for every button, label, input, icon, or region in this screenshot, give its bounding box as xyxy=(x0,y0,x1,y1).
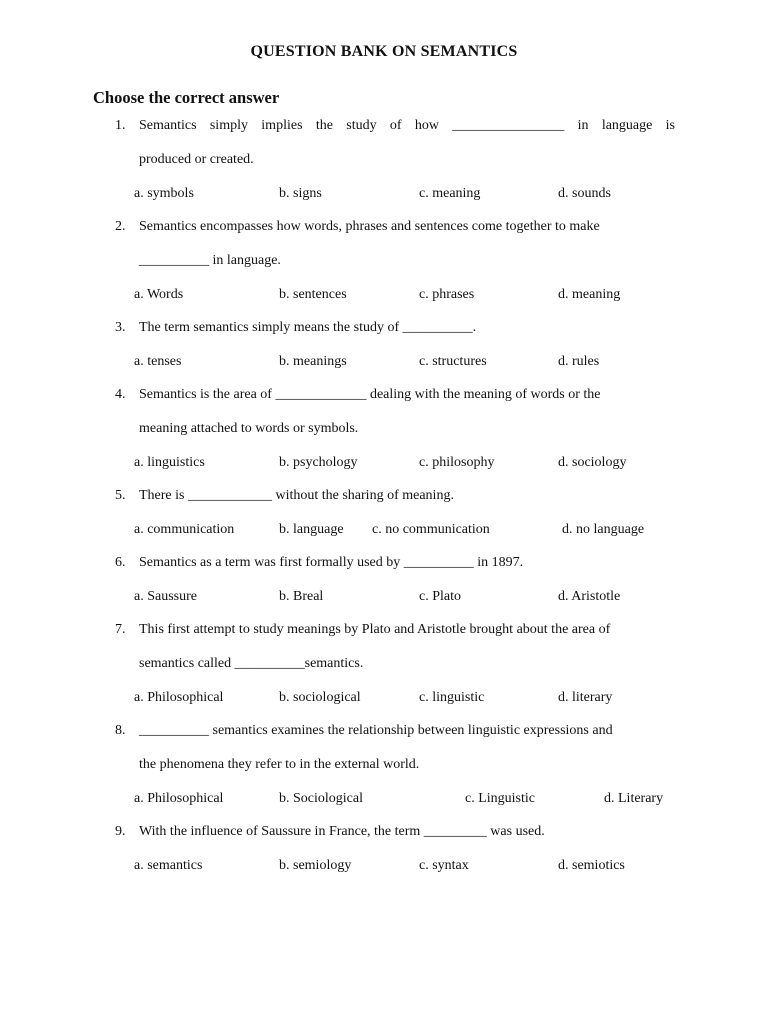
question-number: 9. xyxy=(115,824,126,839)
page-title: QUESTION BANK ON SEMANTICS xyxy=(250,43,518,60)
answer-option: c. syntax xyxy=(419,858,469,873)
answer-option: a. tenses xyxy=(134,354,182,369)
question-item xyxy=(0,622,768,705)
question-number: 2. xyxy=(115,219,126,234)
answer-option: b. signs xyxy=(279,186,322,201)
answer-option: b. Breal xyxy=(279,589,324,604)
answer-option: d. meaning xyxy=(558,287,621,302)
answer-option: d. semiotics xyxy=(558,858,625,873)
question-text-line: There is ____________ without the sharing of meaning. xyxy=(139,488,454,503)
section-heading: Choose the correct answer xyxy=(93,88,280,107)
question-text-line: This first attempt to study meanings by Plato and Aristotle brought about the area of xyxy=(139,622,611,637)
question-text-line: Semantics is the area of _____________ dealing with the meaning of words or the xyxy=(139,387,601,402)
answer-option: a. linguistics xyxy=(134,455,205,470)
question-text-line: With the influence of Saussure in France, the term _________ was used. xyxy=(139,824,545,839)
question-number: 4. xyxy=(115,387,126,402)
answer-option: d. Literary xyxy=(604,791,664,806)
question-number: 5. xyxy=(115,488,126,503)
question-text-line: Semantics simply implies the study of how ________________ in language is xyxy=(139,118,675,133)
answer-option: c. Linguistic xyxy=(465,791,535,806)
answer-option: d. sounds xyxy=(558,186,611,201)
answer-option: b. Sociological xyxy=(279,791,363,806)
answer-option: c. phrases xyxy=(419,287,475,302)
answer-option: b. meanings xyxy=(279,354,347,369)
answer-option: c. Plato xyxy=(419,589,461,604)
question-number: 7. xyxy=(115,622,126,637)
question-number: 3. xyxy=(115,320,126,335)
answer-option: c. meaning xyxy=(419,186,481,201)
question-item xyxy=(0,488,768,537)
answer-option: a. symbols xyxy=(134,186,194,201)
answer-option: a. Words xyxy=(134,287,184,302)
question-text-line: semantics called __________semantics. xyxy=(139,656,364,671)
question-text-line: __________ semantics examines the relationship between linguistic expressions and xyxy=(139,723,613,738)
question-item xyxy=(0,387,768,470)
answer-option: d. no language xyxy=(562,522,645,537)
answer-option: d. literary xyxy=(558,690,613,705)
question-text-line: produced or created. xyxy=(139,152,254,167)
question-number: 1. xyxy=(115,118,126,133)
answer-option: d. rules xyxy=(558,354,600,369)
question-item xyxy=(0,824,768,873)
question-number: 8. xyxy=(115,723,126,738)
answer-option: b. sociological xyxy=(279,690,361,705)
answer-option: d. Aristotle xyxy=(558,589,621,604)
answer-option: c. structures xyxy=(419,354,487,369)
question-item xyxy=(0,555,768,604)
question-number: 6. xyxy=(115,555,126,570)
question-text-line: Semantics encompasses how words, phrases and sentences come together to make xyxy=(139,219,600,234)
question-text-line: The term semantics simply means the study of __________. xyxy=(139,320,477,335)
question-item xyxy=(0,320,768,369)
answer-option: b. semiology xyxy=(279,858,352,873)
question-text-line: Semantics as a term was first formally used by __________ in 1897. xyxy=(139,555,524,570)
question-text-line: the phenomena they refer to in the external world. xyxy=(139,757,420,772)
answer-option: c. philosophy xyxy=(419,455,495,470)
answer-option: c. no communication xyxy=(372,522,490,537)
answer-option: a. Philosophical xyxy=(134,791,224,806)
question-item xyxy=(0,723,768,806)
question-item xyxy=(0,219,768,302)
answer-option: a. Philosophical xyxy=(134,690,224,705)
question-item xyxy=(0,118,768,201)
answer-option: a. semantics xyxy=(134,858,203,873)
answer-option: d. sociology xyxy=(558,455,627,470)
question-text-line: meaning attached to words or symbols. xyxy=(139,421,359,436)
answer-option: b. psychology xyxy=(279,455,358,470)
answer-option: c. linguistic xyxy=(419,690,485,705)
answer-option: b. sentences xyxy=(279,287,347,302)
answer-option: a. communication xyxy=(134,522,235,537)
answer-option: b. language xyxy=(279,522,344,537)
answer-option: a. Saussure xyxy=(134,589,197,604)
question-text-line: __________ in language. xyxy=(139,253,281,268)
